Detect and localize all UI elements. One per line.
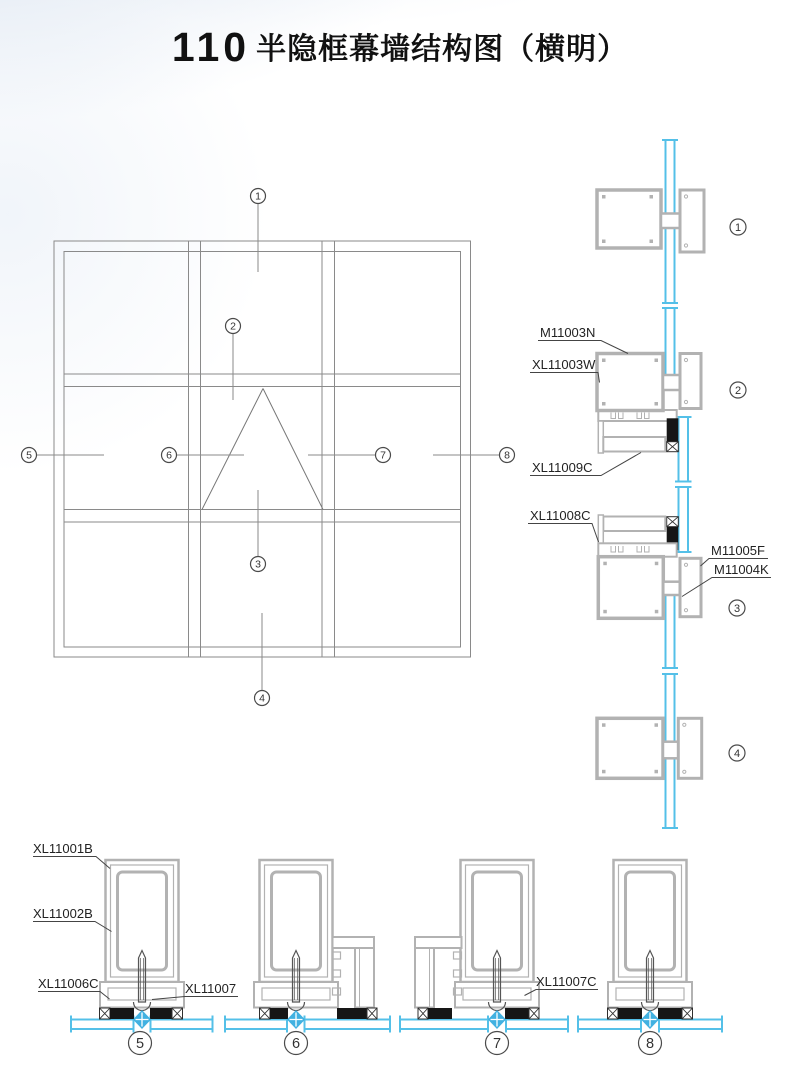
callout-number: 4 xyxy=(733,748,741,760)
vent-frame-tube xyxy=(415,948,434,1008)
vertical-section-details xyxy=(528,140,771,828)
clamp-assembly xyxy=(100,982,184,1008)
callout-number: 6 xyxy=(291,1036,301,1052)
gasket xyxy=(337,1008,367,1019)
svg-text:XL11006C: XL11006C xyxy=(38,976,99,991)
callout-number: 6 xyxy=(166,449,172,462)
vent-frame-bracket xyxy=(415,937,462,948)
svg-text:XL11007: XL11007 xyxy=(185,981,237,996)
part-label-xl11001b xyxy=(33,841,110,869)
elevation-callout-3 xyxy=(251,490,266,572)
elevation-callout-1 xyxy=(251,189,266,273)
elevation-callout-4 xyxy=(255,613,270,706)
part-label-xl11008c xyxy=(528,508,599,542)
callout-number: 5 xyxy=(135,1036,145,1052)
mullion-detail-8 xyxy=(608,860,693,1055)
clamp-assembly xyxy=(254,982,338,1008)
elevation-callout-2 xyxy=(226,319,241,401)
callout-number: 1 xyxy=(734,222,742,234)
callout-number: 7 xyxy=(492,1036,502,1052)
elevation-outer-frame xyxy=(54,241,471,657)
elevation-callout-5 xyxy=(22,448,105,463)
gasket xyxy=(270,1008,288,1019)
gasket xyxy=(505,1008,529,1019)
part-label-xl11006c xyxy=(38,976,110,999)
mullion-detail-6 xyxy=(254,860,377,1055)
callout-number: 1 xyxy=(255,190,261,203)
part-label-xl11002b xyxy=(33,906,112,932)
callout-number: 3 xyxy=(255,558,261,571)
pressure-plate xyxy=(603,517,665,532)
svg-text:XL11007C: XL11007C xyxy=(536,974,597,989)
elevation-transoms xyxy=(64,374,461,522)
title-number: 110 xyxy=(171,24,251,70)
gasket xyxy=(658,1008,682,1019)
vent-opening-symbol xyxy=(202,389,323,510)
svg-text:M11005F: M11005F xyxy=(711,543,765,558)
svg-text:XL11003W: XL11003W xyxy=(532,357,596,372)
callout-number: 3 xyxy=(733,603,741,615)
callout-number: 8 xyxy=(645,1036,655,1052)
part-label-xl11009c xyxy=(530,453,641,476)
svg-text:M11003N: M11003N xyxy=(540,325,596,340)
section-detail-1 xyxy=(597,190,746,252)
vent-frame-bracket xyxy=(333,937,375,948)
gasket xyxy=(150,1008,172,1019)
vent-frame-tube xyxy=(355,948,374,1008)
connector-bridge xyxy=(663,742,678,759)
callout-number: 7 xyxy=(380,449,386,462)
horizontal-section-details xyxy=(33,841,722,1055)
title-text: 半隐框幕墙结构图（横明） xyxy=(256,33,629,66)
pressure-plate xyxy=(603,437,665,452)
connector-bridge xyxy=(663,375,680,390)
svg-text:XL11002B: XL11002B xyxy=(33,906,93,921)
svg-text:XL11009C: XL11009C xyxy=(532,460,593,475)
callout-number: 8 xyxy=(504,449,510,462)
svg-text:M11004K: M11004K xyxy=(714,562,769,577)
svg-text:XL11008C: XL11008C xyxy=(530,508,591,523)
callout-number: 2 xyxy=(734,385,742,397)
gasket xyxy=(667,418,679,441)
part-label-m11003n xyxy=(538,325,628,354)
clamp-assembly xyxy=(608,982,692,1008)
part-label-xl11003w xyxy=(530,357,600,383)
mullion-detail-7 xyxy=(415,860,539,1055)
elevation-drawing xyxy=(22,189,515,706)
gasket xyxy=(428,1008,452,1019)
elevation-inner-frame xyxy=(64,252,461,648)
section-detail-2 xyxy=(597,354,746,454)
callout-number: 4 xyxy=(259,692,265,705)
gasket xyxy=(110,1008,134,1019)
section-detail-4 xyxy=(597,718,745,778)
elevation-callout-7 xyxy=(308,448,391,463)
elevation-mullions xyxy=(189,241,335,657)
elevation-callout-8 xyxy=(433,448,515,463)
gasket xyxy=(618,1008,642,1019)
svg-text:XL11001B: XL11001B xyxy=(33,841,93,856)
callout-number: 2 xyxy=(230,320,236,333)
mullion-detail-5 xyxy=(100,860,185,1055)
callout-number: 5 xyxy=(26,449,32,462)
connector-bridge xyxy=(661,214,680,229)
connector-bridge xyxy=(663,582,680,595)
